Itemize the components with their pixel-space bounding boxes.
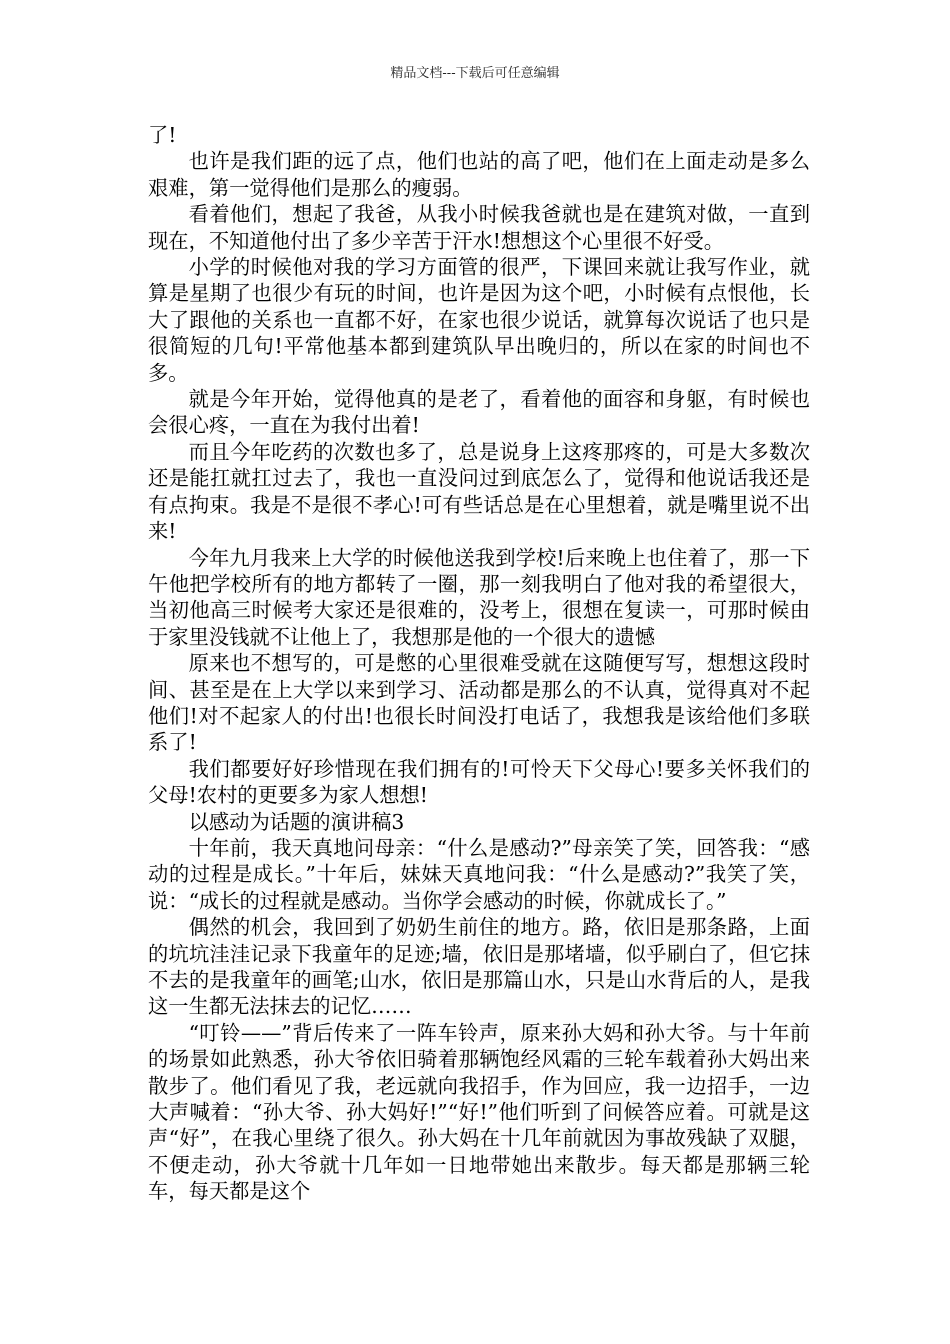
paragraph: 原来也不想写的，可是憋的心里很难受就在这随便写写，想想这段时间、甚至是在上大学以来到学习、活动都是那么的不认真，觉得真对不起他们!对不起家人的付出!也很长时间没打电话了，我想我是该给他们多联系了!	[148, 651, 810, 755]
document-body	[148, 122, 810, 1205]
paragraph: 小学的时候他对我的学习方面管的很严，下课回来就让我写作业，就算是星期了也很少有玩的时间，也许是因为这个吧，小时候有点恨他，长大了跟他的关系也一直都不好，在家也很少说话，就算每次说话了也只是很简短的几句!平常他基本都到建筑队早出晚归的，所以在家的时间也不多。	[148, 255, 810, 385]
page-header: 精品文档---下载后可任意编辑	[390, 66, 560, 81]
paragraph: “叮铃——”背后传来了一阵车铃声，原来孙大妈和孙大爷。与十年前的场景如此熟悉，孙大爷依旧骑着那辆饱经风霜的三轮车载着孙大妈出来散步了。他们看见了我，老远就向我招手，作为回应，我一边招手，一边大声喊着：“孙大爷、孙大妈好!”“好!”他们听到了问候答应着。可就是这声“好”，在我心里绕了很久。孙大妈在十几年前就因为事故残缺了双腿，不便走动，孙大爷就十几年如一日地带她出来散步。每天都是那辆三轮车，每天都是这个	[148, 1020, 810, 1204]
paragraph: 而且今年吃药的次数也多了，总是说身上这疼那疼的，可是大多数次还是能扛就扛过去了，我也一直没问过到底怎么了，觉得和他说话我还是有点拘束。我是不是很不孝心!可有些话总是在心里想着，就是嘴里说不出来!	[148, 439, 810, 544]
paragraph: 十年前，我天真地问母亲：“什么是感动?”母亲笑了笑，回答我：“感动的过程是成长。”十年后，妹妹天真地问我：“什么是感动?”我笑了笑，说：“成长的过程就是感动。当你学会感动的时候，你就成长了。”	[148, 835, 810, 913]
paragraph: 以感动为话题的演讲稿3	[188, 809, 405, 834]
paragraph: 也许是我们距的远了点，他们也站的高了吧，他们在上面走动是多么艰难，第一觉得他们是那么的瘦弱。	[148, 149, 810, 200]
paragraph: 看着他们，想起了我爸，从我小时候我爸就也是在建筑对做，一直到现在，不知道他付出了多少辛苦于汗水!想想这个心里很不好受。	[148, 202, 810, 253]
paragraph: 今年九月我来上大学的时候他送我到学校!后来晚上也住着了，那一下午他把学校所有的地方都转了一圈，那一刻我明白了他对我的希望很大，当初他高三时候考大家还是很难的，没考上，很想在复读一，可那时候由于家里没钱就不让他上了，我想那是他的一个很大的遗憾	[148, 545, 810, 649]
paragraph: 我们都要好好珍惜现在我们拥有的!可怜天下父母心!要多关怀我们的父母!农村的更要多为家人想想!	[148, 756, 810, 808]
paragraph: 就是今年开始，觉得他真的是老了，看着他的面容和身躯，有时候也会很心疼，一直在为我付出着!	[148, 387, 810, 438]
paragraph: 了!	[148, 123, 177, 147]
paragraph: 偶然的机会，我回到了奶奶生前住的地方。路，依旧是那条路，上面的坑坑洼洼记录下我童年的足迹;墙，依旧是那堵墙，似乎刷白了，但它抹不去的是我童年的画笔;山水，依旧是那篇山水，只是山水背后的人，是我这一生都无法抹去的记忆……	[148, 915, 810, 1019]
